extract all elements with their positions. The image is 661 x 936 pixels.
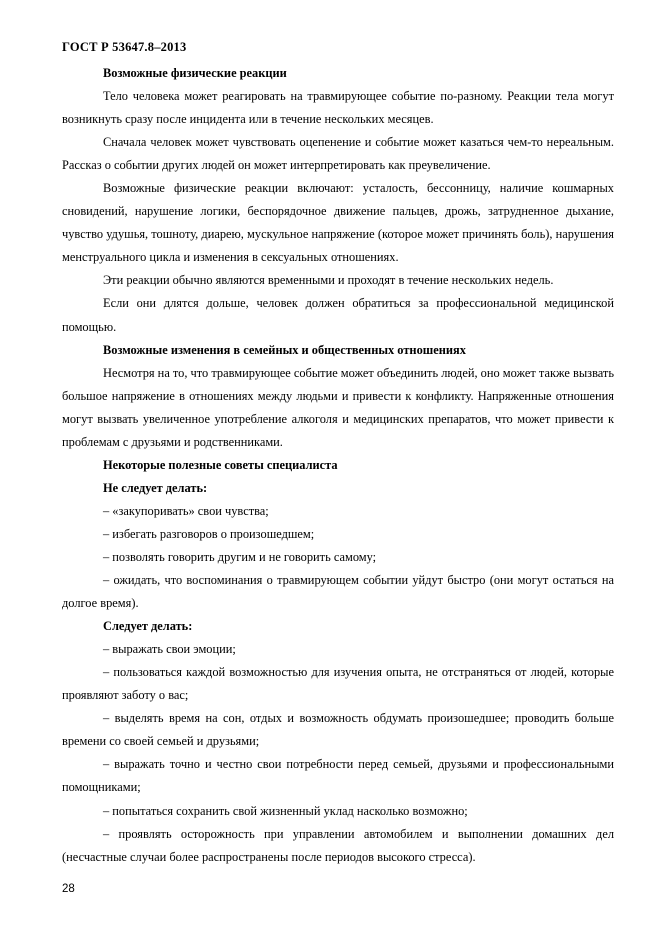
subsection-title-do: Следует делать: — [103, 619, 193, 634]
list-item: – пользоваться каждой возможностью для изучения опыта, не отстраняться от людей, которые проявляют заботу о вас; — [62, 665, 614, 703]
list-item: – выражать свои эмоции; — [103, 642, 236, 657]
section-title-advice: Некоторые полезные советы специалиста — [103, 457, 338, 472]
list-item: – избегать разговоров о произошедшем; — [103, 526, 315, 541]
list-item: – попытаться сохранить свой жизненный уклад насколько возможно; — [103, 803, 468, 818]
paragraph: Тело человека может реагировать на травмирующее событие по-разному. Реакции тела могут возникнуть сразу после инцидента или в течение нескольких месяцев. — [62, 89, 614, 127]
paragraph: Несмотря на то, что травмирующее событие может объединить людей, оно может также вызвать большое напряжение в отношениях между людьми и привести к конфликту. Напряженные отношения могут вызвать увеличенное употребление алкоголя и медицинских препаратов, что может привести к проблемам с друзьями и родственниками. — [62, 365, 615, 449]
list-item: – выделять время на сон, отдых и возможность обдумать произошедшее; проводить больше времени со своей семьей и друзьями; — [62, 711, 614, 749]
list-item: – выражать точно и честно свои потребности перед семьей, друзьями и профессиональными помощниками; — [62, 757, 614, 795]
standard-header: ГОСТ Р 53647.8–2013 — [62, 40, 187, 54]
paragraph: Сначала человек может чувствовать оцепенение и событие может казаться чем-то нереальным. Рассказ о событии других людей он может интерпретировать как преувеличение. — [62, 135, 614, 173]
page-number: 28 — [62, 883, 75, 895]
section-title-physical: Возможные физические реакции — [103, 66, 287, 80]
list-item: – позволять говорить другим и не говорить самому; — [103, 549, 377, 564]
document-body — [62, 62, 614, 869]
subsection-title-dont: Не следует делать: — [103, 480, 208, 495]
paragraph: Если они длятся дольше, человек должен обратиться за профессиональной медицинской помощью. — [62, 296, 614, 334]
list-item: – ожидать, что воспоминания о травмирующем событии уйдут быстро (они могут остаться на долгое время). — [62, 573, 614, 611]
paragraph: Возможные физические реакции включают: усталость, бессонницу, наличие кошмарных сновидений, нарушение логики, беспорядочное движение пальцев, дрожь, затрудненное дыхание, чувство удушья, тошноту, диарею, мускульное напряжение (которое может причинять боль), нарушения менструального цикла и изменения в сексуальных отношениях. — [62, 181, 614, 265]
list-item: – «закупоривать» свои чувства; — [103, 503, 269, 518]
paragraph: Эти реакции обычно являются временными и проходят в течение нескольких недель. — [103, 273, 554, 288]
section-title-relations: Возможные изменения в семейных и общественных отношениях — [103, 342, 466, 357]
list-item: – проявлять осторожность при управлении автомобилем и выполнении домашних дел (несчастные случаи более распространены после периодов высокого стресса). — [62, 826, 614, 864]
